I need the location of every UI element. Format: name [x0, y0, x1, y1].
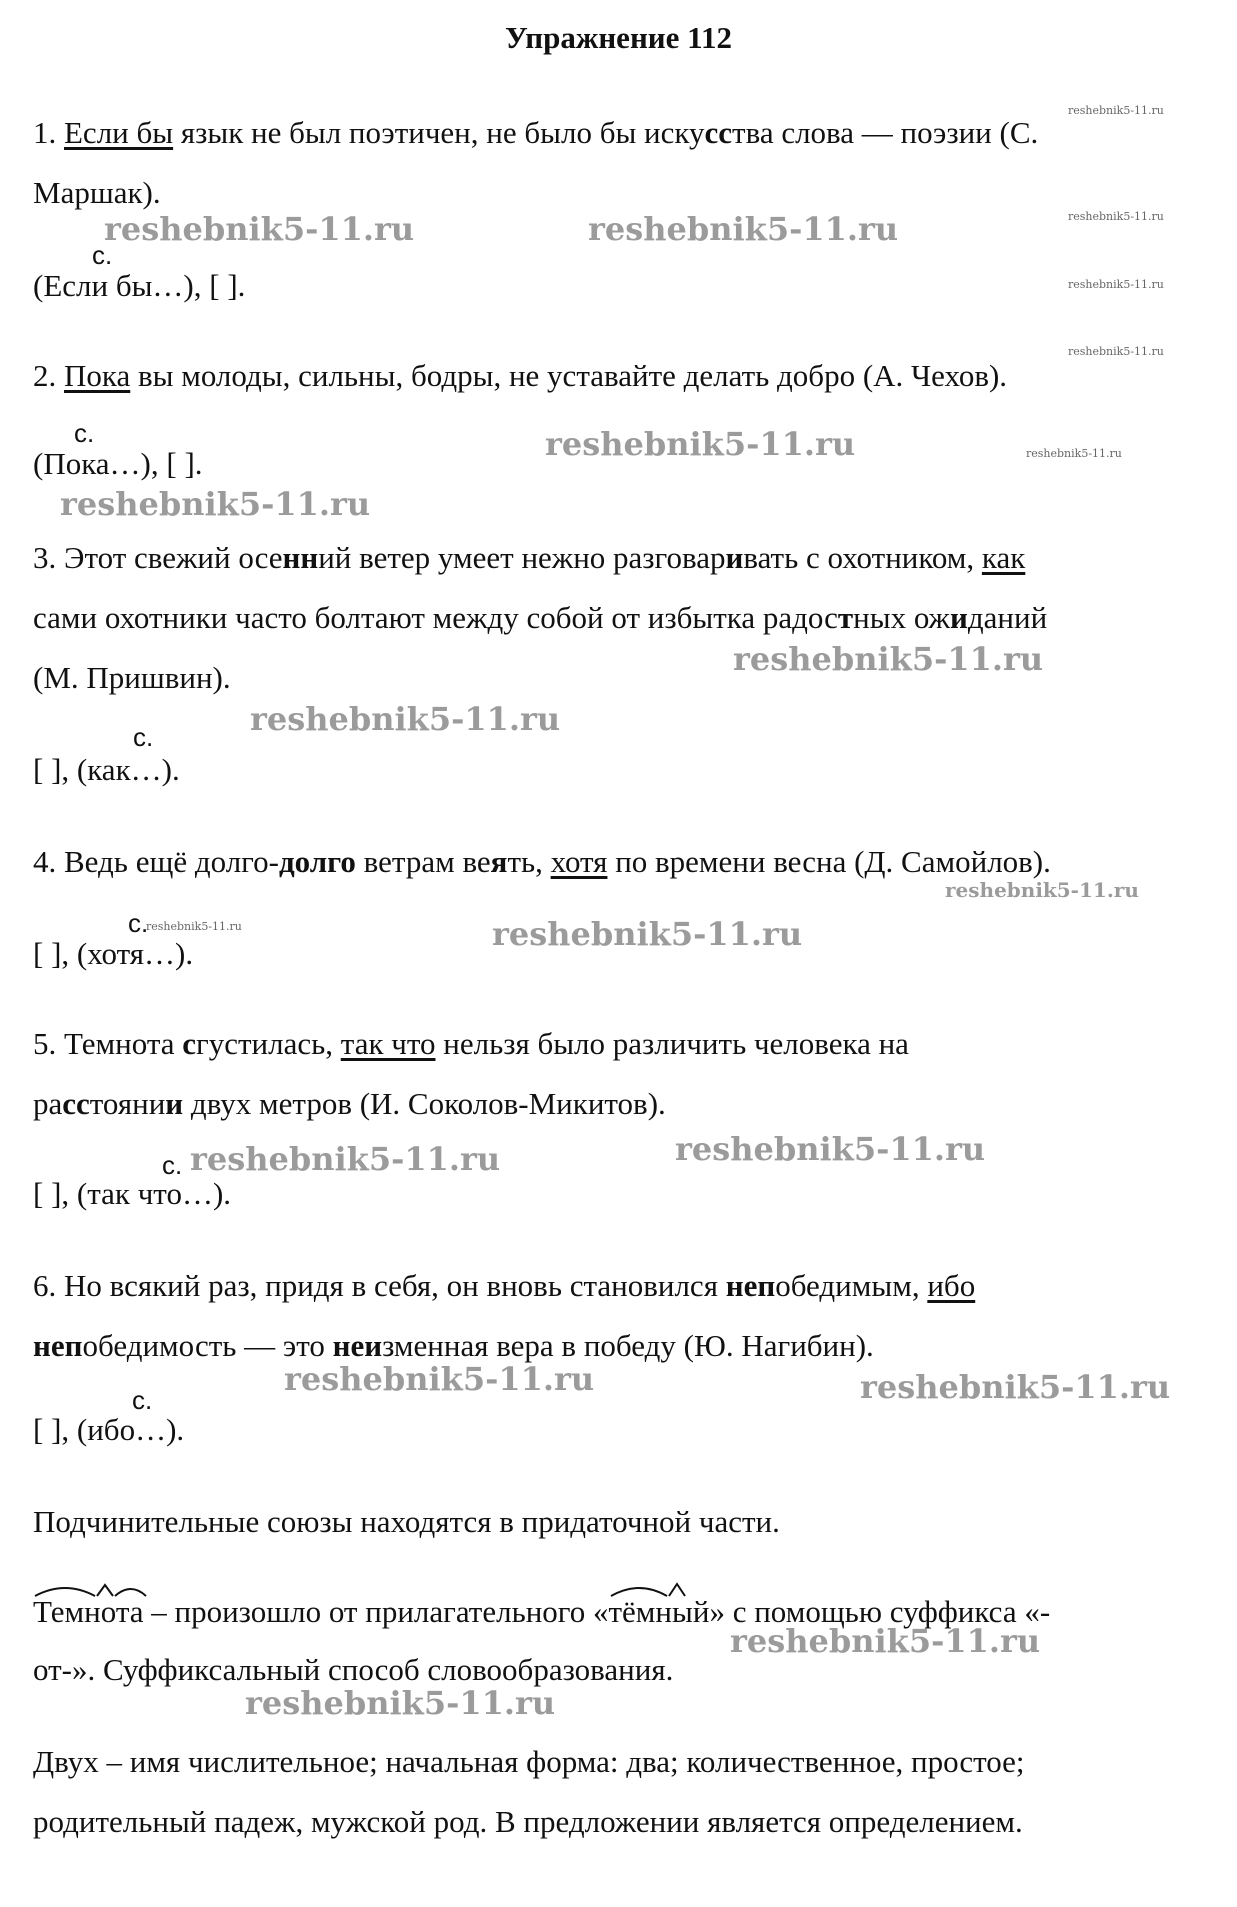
watermark: reshebnik5-11.ru — [245, 1684, 556, 1722]
sentence-2-line-1: 2. Пока вы молоды, сильны, бодры, не уставайте делать добро (А. Чехов). — [33, 358, 1008, 393]
sentence-1-scheme: (Если бы…), [ ]. — [33, 268, 246, 303]
sentence-6-line-2: непобедимость — это неизменная вера в победу (Ю. Нагибин). — [33, 1328, 874, 1363]
conjunction: ибо — [927, 1268, 976, 1303]
conjunction: так что — [340, 1026, 436, 1061]
sentence-6-scheme: [ ], (ибо…). — [33, 1412, 185, 1447]
c-mark: с. — [162, 1150, 183, 1180]
sentence-3-line-3: (М. Пришвин). — [33, 660, 231, 695]
morphemic-word: тёмный — [609, 1594, 710, 1630]
watermark-small: reshebnik5-11.ru — [1026, 447, 1122, 460]
word-formation-line-1: Темнота – произошло от прилагательного « тёмный» с помощью суффикса «- — [33, 1594, 1050, 1630]
sentence-2-scheme: (Пока…), [ ]. — [33, 446, 203, 481]
conclusion-text: Подчинительные союзы находятся в придаточной части. — [33, 1504, 780, 1539]
numeral-analysis-line-1: Двух – имя числительное; начальная форма: два; количественное, простое; — [33, 1744, 1025, 1779]
watermark: reshebnik5-11.ru — [733, 640, 1044, 678]
watermark: reshebnik5-11.ru — [588, 210, 899, 248]
sentence-4-line-1: 4. Ведь ещё долго-долго ветрам веять, хотя по времени весна (Д. Самойлов). — [33, 844, 1051, 879]
watermark: reshebnik5-11.ru — [60, 485, 371, 523]
conjunction: как — [981, 540, 1026, 575]
c-mark: с. — [133, 722, 154, 752]
c-mark: с. — [128, 908, 149, 938]
word-formation-line-2: от-». Суффиксальный способ словообразования. — [33, 1652, 674, 1687]
conjunction: хотя — [550, 844, 608, 879]
watermark: reshebnik5-11.ru — [250, 700, 561, 738]
sentence-3-scheme: [ ], (как…). — [33, 752, 180, 787]
watermark: reshebnik5-11.ru — [284, 1360, 595, 1398]
watermark: reshebnik5-11.ru — [492, 915, 803, 953]
conjunction: Если бы — [64, 115, 174, 150]
watermark-small: reshebnik5-11.ru — [1068, 278, 1164, 291]
sentence-1-line-2: Маршак). — [33, 175, 161, 210]
sentence-5-scheme: [ ], (так что…). — [33, 1176, 232, 1211]
sentence-4-scheme: [ ], (хотя…). — [33, 936, 194, 971]
watermark: reshebnik5-11.ru — [730, 1622, 1041, 1660]
sentence-3-line-1: 3. Этот свежий осенний ветер умеет нежно разговаривать с охотником, как — [33, 540, 1026, 575]
watermark: reshebnik5-11.ru — [945, 878, 1139, 902]
sentence-3-line-2: сами охотники часто болтают между собой от избытка радостных ожиданий — [33, 600, 1048, 635]
watermark: reshebnik5-11.ru — [190, 1140, 501, 1178]
c-mark: с. — [132, 1385, 153, 1415]
watermark-small: reshebnik5-11.ru — [1068, 345, 1164, 358]
morphemic-word: Темнота — [33, 1594, 144, 1630]
numeral-analysis-line-2: родительный падеж, мужской род. В предложении является определением. — [33, 1804, 1023, 1839]
sentence-5-line-1: 5. Темнота сгустилась, так что нельзя было различить человека на — [33, 1026, 909, 1061]
watermark: reshebnik5-11.ru — [860, 1368, 1171, 1406]
c-mark: с. — [92, 240, 113, 270]
watermark: reshebnik5-11.ru — [675, 1130, 986, 1168]
conjunction: Пока — [64, 358, 131, 393]
sentence-1-line-1: 1. Если бы язык не был поэтичен, не было бы искусства слова — поэзии (С. — [33, 115, 1039, 150]
watermark-small: reshebnik5-11.ru — [1068, 210, 1164, 223]
sentence-5-line-2: расстоянии двух метров (И. Соколов-Микитов). — [33, 1086, 666, 1121]
watermark-small: reshebnik5-11.ru — [1068, 104, 1164, 117]
sentence-6-line-1: 6. Но всякий раз, придя в себя, он вновь становился непобедимым, ибо — [33, 1268, 976, 1303]
watermark: reshebnik5-11.ru — [545, 425, 856, 463]
c-mark: с. — [74, 418, 95, 448]
watermark: reshebnik5-11.ru — [104, 210, 415, 248]
watermark-small: reshebnik5-11.ru — [146, 920, 242, 933]
page-title: Упражнение 112 — [505, 20, 732, 55]
